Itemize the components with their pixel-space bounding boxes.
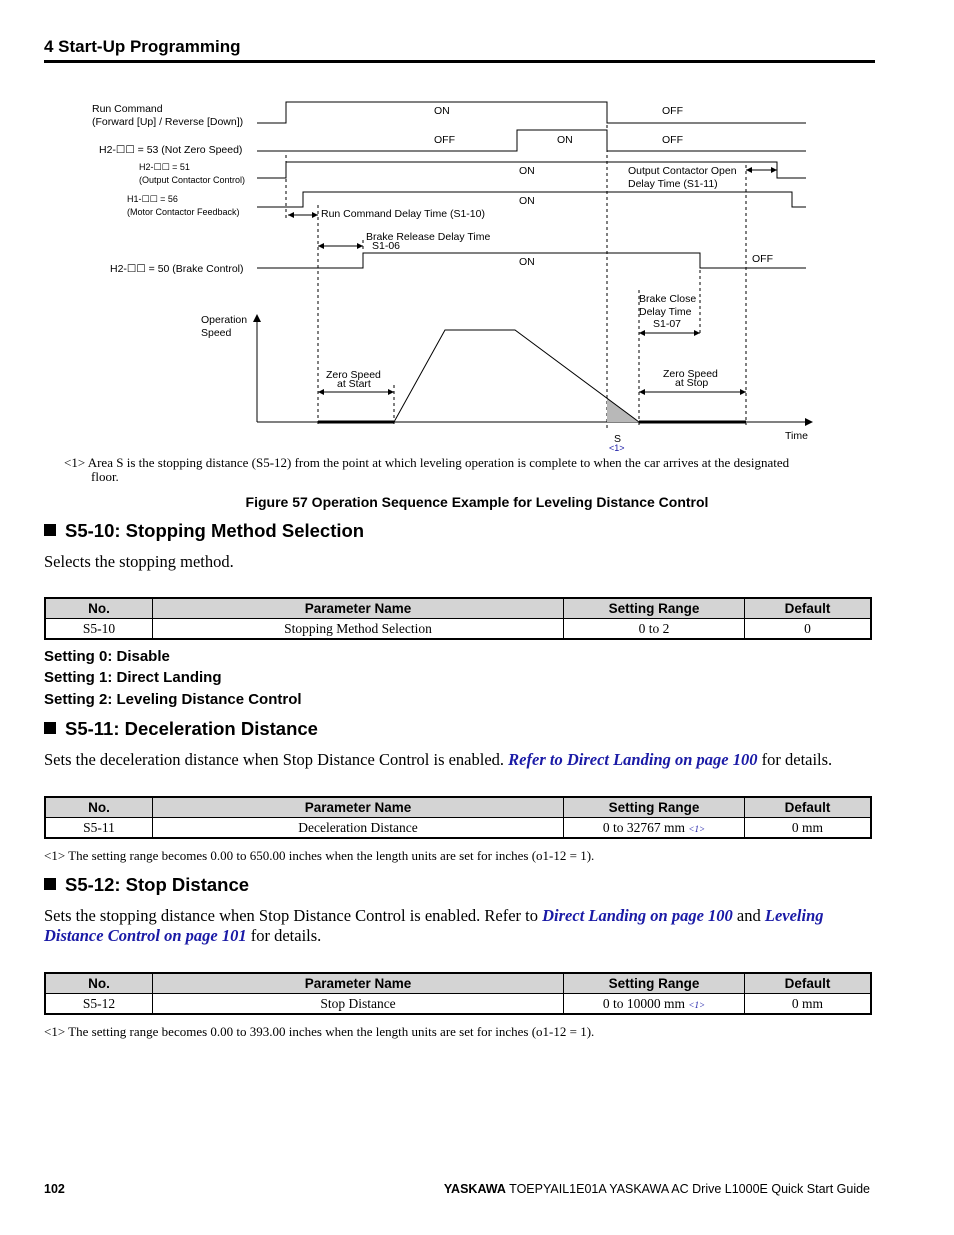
label-s: S — [614, 433, 622, 445]
cell-name: Stop Distance — [153, 994, 564, 1015]
table-row — [45, 619, 871, 640]
heading-s5-12: S5-12: Stop Distance — [44, 874, 249, 896]
label-delay-time: Delay Time — [639, 306, 692, 318]
link-direct-landing[interactable]: Direct Landing on page 100 — [542, 906, 733, 925]
footnote-ref[interactable]: <1> — [688, 823, 706, 834]
col-no: No. — [45, 598, 153, 619]
cell-no: S5-10 — [45, 619, 153, 640]
link-leveling-distance-cont[interactable]: Distance Control on page 101 — [44, 926, 247, 945]
cell-no: S5-11 — [45, 818, 153, 839]
figure-caption: Figure 57 Operation Sequence Example for Leveling Distance Control — [245, 494, 709, 510]
cell-range: 0 to 32767 mm <1> — [564, 818, 745, 839]
s5-12-footnote: <1> The setting range becomes 0.00 to 393.00 inches when the length units are set for inches (o1-12 = 1). — [44, 1024, 595, 1039]
footnote-ref[interactable]: <1> — [688, 999, 706, 1010]
label-brake-close: Brake Close — [639, 293, 697, 305]
cell-name: Deceleration Distance — [153, 818, 564, 839]
col-default: Default — [745, 973, 872, 994]
wave-bc-off: OFF — [752, 253, 773, 265]
col-default: Default — [745, 797, 872, 818]
waveform-not-zero-speed — [257, 130, 806, 151]
wave-bc-on: ON — [519, 256, 535, 268]
link-leveling-distance[interactable]: Leveling — [764, 906, 824, 925]
link-direct-landing[interactable]: Refer to Direct Landing on page 100 — [508, 750, 758, 769]
table-row — [45, 994, 871, 1015]
waveform-run-command — [257, 102, 806, 123]
label-zero-speed-stop: Zero Speed — [663, 368, 718, 380]
label-output-contactor-open: Output Contactor Open — [628, 165, 737, 177]
col-default: Default — [745, 598, 872, 619]
table-s5-11 — [44, 796, 872, 839]
label-h2-51: H2-☐☐ = 51 — [139, 162, 190, 172]
label-s1-07: S1-07 — [653, 318, 682, 330]
label-h2-51-sub: (Output Contactor Control) — [139, 175, 246, 185]
s5-12-description: Sets the stopping distance when Stop Distance Control is enabled. Refer to Direct Landing on page 100 and Leveling Distance Control on page 101 for details. — [44, 906, 824, 945]
note-text-cont: floor. — [91, 469, 119, 484]
setting-1: Setting 1: Direct Landing — [44, 669, 222, 686]
cell-no: S5-12 — [45, 994, 153, 1015]
label-s1-06: S1-06 — [372, 240, 401, 252]
label-at-stop: at Stop — [675, 377, 709, 389]
wave-nz-on: ON — [557, 134, 573, 146]
col-no: No. — [45, 797, 153, 818]
label-zero-speed-start: Zero Speed — [326, 369, 381, 381]
col-parameter-name: Parameter Name — [153, 973, 564, 994]
cell-name: Stopping Method Selection — [153, 619, 564, 640]
page-number: 102 — [44, 1182, 65, 1196]
cell-range: 0 to 10000 mm <1> — [564, 994, 745, 1015]
cell-default: 0 — [745, 619, 872, 640]
wave-mf-on: ON — [519, 195, 535, 207]
label-brake-release-delay: Brake Release Delay Time — [366, 231, 491, 243]
footer-doc-info — [444, 1182, 870, 1196]
col-setting-range: Setting Range — [564, 598, 745, 619]
note-marker: <1> — [64, 455, 86, 470]
cell-range: 0 to 2 — [564, 619, 745, 640]
label-speed: Speed — [201, 327, 232, 339]
col-setting-range: Setting Range — [564, 797, 745, 818]
note-text: Area S is the stopping distance (S5-12) from the point at which leveling operation is complete to when the car arrives at the designated — [87, 455, 790, 470]
col-no: No. — [45, 973, 153, 994]
heading-s5-11: S5-11: Deceleration Distance — [44, 718, 318, 740]
label-ref-1: <1> — [609, 443, 625, 453]
cell-default: 0 mm — [745, 818, 872, 839]
col-parameter-name: Parameter Name — [153, 797, 564, 818]
label-run-command-sub: (Forward [Up] / Reverse [Down]) — [92, 116, 244, 128]
s5-11-footnote: <1> The setting range becomes 0.00 to 650.00 inches when the length units are set for inches (o1-12 = 1). — [44, 848, 595, 863]
col-parameter-name: Parameter Name — [153, 598, 564, 619]
label-h1-56: H1-☐☐ = 56 — [127, 194, 178, 204]
table-s5-12 — [44, 972, 872, 1015]
footer-doc: TOEPYAIL1E01A YASKAWA AC Drive L1000E Quick Start Guide — [509, 1182, 870, 1196]
label-run-command: Run Command — [92, 103, 163, 115]
heading-s5-10: S5-10: Stopping Method Selection — [44, 520, 364, 542]
wave-nz-off2: OFF — [662, 134, 683, 146]
wave-nz-off1: OFF — [434, 134, 455, 146]
header-rule — [44, 60, 875, 63]
cell-default: 0 mm — [745, 994, 872, 1015]
timing-diagram — [0, 90, 954, 455]
footer-brand: YASKAWA — [443, 1182, 506, 1196]
figure-note — [64, 456, 864, 484]
wave-run-off: OFF — [662, 105, 683, 117]
label-delay-s1-11: Delay Time (S1-11) — [628, 178, 718, 190]
setting-2: Setting 2: Leveling Distance Control — [44, 691, 302, 708]
col-setting-range: Setting Range — [564, 973, 745, 994]
label-h2-50: H2-☐☐ = 50 (Brake Control) — [110, 263, 244, 275]
label-h1-56-sub: (Motor Contactor Feedback) — [127, 207, 240, 217]
label-h2-53: H2-☐☐ = 53 (Not Zero Speed) — [99, 144, 243, 156]
table-row — [45, 818, 871, 839]
label-time: Time — [785, 430, 808, 442]
label-at-start: at Start — [337, 378, 371, 390]
table-s5-10 — [44, 597, 872, 640]
s5-11-description: Sets the deceleration distance when Stop Distance Control is enabled. Refer to Direct Landing on page 100 for details. — [44, 750, 833, 769]
s5-10-description: Selects the stopping method. — [44, 552, 234, 571]
section-header-title: 4 Start-Up Programming — [44, 37, 241, 56]
label-operation: Operation — [201, 314, 248, 326]
setting-0: Setting 0: Disable — [44, 648, 170, 665]
wave-run-on: ON — [434, 105, 450, 117]
label-run-command-delay: Run Command Delay Time (S1-10) — [321, 208, 485, 220]
wave-oc-on: ON — [519, 165, 535, 177]
